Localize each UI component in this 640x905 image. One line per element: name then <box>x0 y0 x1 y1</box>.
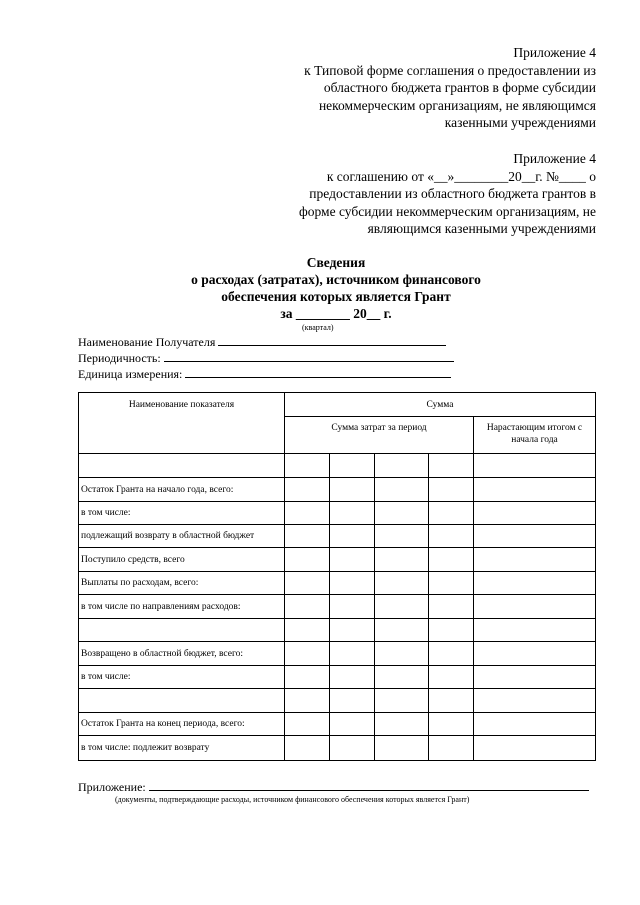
row-label <box>79 619 285 642</box>
value-cell[interactable] <box>474 736 596 761</box>
title-line2: о расходах (затратах), источником финансового <box>191 272 481 287</box>
row-label: в том числе: <box>79 502 285 525</box>
expenses-table <box>78 392 596 761</box>
value-cell[interactable] <box>375 619 429 642</box>
attachment-field <box>78 778 589 795</box>
header-cumulative: Нарастающим итогом с начала года <box>474 417 596 454</box>
value-cell[interactable] <box>375 454 429 478</box>
row-label: в том числе: подлежит возврату <box>79 736 285 761</box>
appendix-2-line2: к соглашению от «__»________20__г. №____ о <box>326 168 596 184</box>
value-cell[interactable] <box>474 666 596 689</box>
value-cell[interactable] <box>474 619 596 642</box>
value-cell[interactable] <box>375 595 429 619</box>
table-row <box>79 642 596 666</box>
row-label: Поступило средств, всего <box>79 548 285 572</box>
value-cell[interactable] <box>375 478 429 502</box>
value-cell[interactable] <box>330 525 375 548</box>
header-indicator: Наименование показателя <box>79 393 285 454</box>
value-cell[interactable] <box>429 689 474 713</box>
attachment-input-line[interactable] <box>149 778 589 791</box>
value-cell[interactable] <box>474 478 596 502</box>
value-cell[interactable] <box>429 548 474 572</box>
value-cell[interactable] <box>474 548 596 572</box>
value-cell[interactable] <box>429 713 474 736</box>
value-cell[interactable] <box>429 619 474 642</box>
value-cell[interactable] <box>429 525 474 548</box>
row-label: в том числе по направлениям расходов: <box>79 595 285 619</box>
periodicity-field <box>78 349 454 366</box>
table-row <box>79 548 596 572</box>
value-cell[interactable] <box>429 666 474 689</box>
value-cell[interactable] <box>285 736 330 761</box>
value-cell[interactable] <box>330 502 375 525</box>
value-cell[interactable] <box>285 642 330 666</box>
title-line1: Сведения <box>306 255 366 270</box>
row-label: Остаток Гранта на конец периода, всего: <box>79 713 285 736</box>
value-cell[interactable] <box>285 478 330 502</box>
appendix-2-line1: Приложение 4 <box>513 151 596 166</box>
table-row <box>79 619 596 642</box>
recipient-field <box>78 333 446 350</box>
appendix-1-line2: к Типовой форме соглашения о предоставлении из <box>304 62 596 78</box>
appendix-2-line3: предоставлении из областного бюджета грантов в <box>309 186 596 201</box>
value-cell[interactable] <box>474 595 596 619</box>
title-line4: за ________ 20__ г. <box>280 306 392 321</box>
row-label: подлежащий возврату в областной бюджет <box>79 525 285 548</box>
value-cell[interactable] <box>330 619 375 642</box>
table-row <box>79 689 596 713</box>
table-row <box>79 572 596 595</box>
title-line3: обеспечения которых является Грант <box>221 289 451 304</box>
value-cell[interactable] <box>330 595 375 619</box>
header-sum: Сумма <box>285 393 596 417</box>
appendix-1-line5: казенными учреждениями <box>444 115 596 130</box>
value-cell[interactable] <box>330 572 375 595</box>
value-cell[interactable] <box>285 595 330 619</box>
appendix-2-line5: являющимся казенными учреждениями <box>367 221 596 236</box>
value-cell[interactable] <box>375 502 429 525</box>
row-label: Выплаты по расходам, всего: <box>79 572 285 595</box>
value-cell[interactable] <box>285 548 330 572</box>
value-cell[interactable] <box>330 713 375 736</box>
value-cell[interactable] <box>330 548 375 572</box>
value-cell[interactable] <box>429 572 474 595</box>
value-cell[interactable] <box>375 642 429 666</box>
attachment-note: (документы, подтверждающие расходы, источником финансового обеспечения которых является Грант) <box>115 795 470 804</box>
value-cell[interactable] <box>474 454 596 478</box>
recipient-label: Наименование Получателя <box>78 335 216 349</box>
table-row <box>79 666 596 689</box>
value-cell[interactable] <box>285 666 330 689</box>
value-cell[interactable] <box>330 689 375 713</box>
appendix-header-2 <box>299 150 596 238</box>
appendix-1-line3: областного бюджета грантов в форме субсидии <box>323 80 596 95</box>
row-label: в том числе: <box>79 666 285 689</box>
value-cell[interactable] <box>429 478 474 502</box>
unit-label: Единица измерения: <box>78 367 183 381</box>
value-cell[interactable] <box>429 642 474 666</box>
value-cell[interactable] <box>285 619 330 642</box>
value-cell[interactable] <box>330 478 375 502</box>
table-row <box>79 736 596 761</box>
unit-field <box>78 365 451 382</box>
document-title <box>0 254 640 322</box>
row-label: Остаток Гранта на начало года, всего: <box>79 478 285 502</box>
recipient-input-line[interactable] <box>218 333 446 346</box>
table-header-row <box>79 393 596 417</box>
value-cell[interactable] <box>285 713 330 736</box>
value-cell[interactable] <box>474 689 596 713</box>
value-cell[interactable] <box>474 502 596 525</box>
periodicity-input-line[interactable] <box>164 349 454 362</box>
value-cell[interactable] <box>474 572 596 595</box>
value-cell[interactable] <box>375 525 429 548</box>
value-cell[interactable] <box>429 502 474 525</box>
row-label <box>79 689 285 713</box>
value-cell[interactable] <box>330 642 375 666</box>
value-cell[interactable] <box>285 525 330 548</box>
value-cell[interactable] <box>429 454 474 478</box>
value-cell[interactable] <box>474 642 596 666</box>
header-period: Сумма затрат за период <box>285 417 474 454</box>
appendix-2-line4: форме субсидии некоммерческим организациям, не <box>299 203 596 219</box>
attachment-label: Приложение: <box>78 780 146 794</box>
value-cell[interactable] <box>285 454 330 478</box>
value-cell[interactable] <box>330 454 375 478</box>
value-cell[interactable] <box>285 689 330 713</box>
appendix-header-1 <box>304 44 596 132</box>
value-cell[interactable] <box>375 548 429 572</box>
value-cell[interactable] <box>474 713 596 736</box>
table-row <box>79 478 596 502</box>
row-label: Возвращено в областной бюджет, всего: <box>79 642 285 666</box>
table-row <box>79 454 596 478</box>
table-row <box>79 525 596 548</box>
table-row <box>79 502 596 525</box>
periodicity-label: Периодичность: <box>78 351 161 365</box>
value-cell[interactable] <box>375 666 429 689</box>
appendix-1-line1: Приложение 4 <box>513 45 596 60</box>
value-cell[interactable] <box>285 572 330 595</box>
value-cell[interactable] <box>285 502 330 525</box>
value-cell[interactable] <box>429 595 474 619</box>
value-cell[interactable] <box>429 736 474 761</box>
value-cell[interactable] <box>375 689 429 713</box>
value-cell[interactable] <box>330 736 375 761</box>
unit-input-line[interactable] <box>185 365 451 378</box>
value-cell[interactable] <box>330 666 375 689</box>
value-cell[interactable] <box>375 713 429 736</box>
period-hint: (квартал) <box>302 323 334 332</box>
value-cell[interactable] <box>375 572 429 595</box>
value-cell[interactable] <box>375 736 429 761</box>
appendix-1-line4: некоммерческим организациям, не являющимся <box>318 97 596 113</box>
row-label <box>79 454 285 478</box>
table-row <box>79 595 596 619</box>
table-row <box>79 713 596 736</box>
value-cell[interactable] <box>474 525 596 548</box>
